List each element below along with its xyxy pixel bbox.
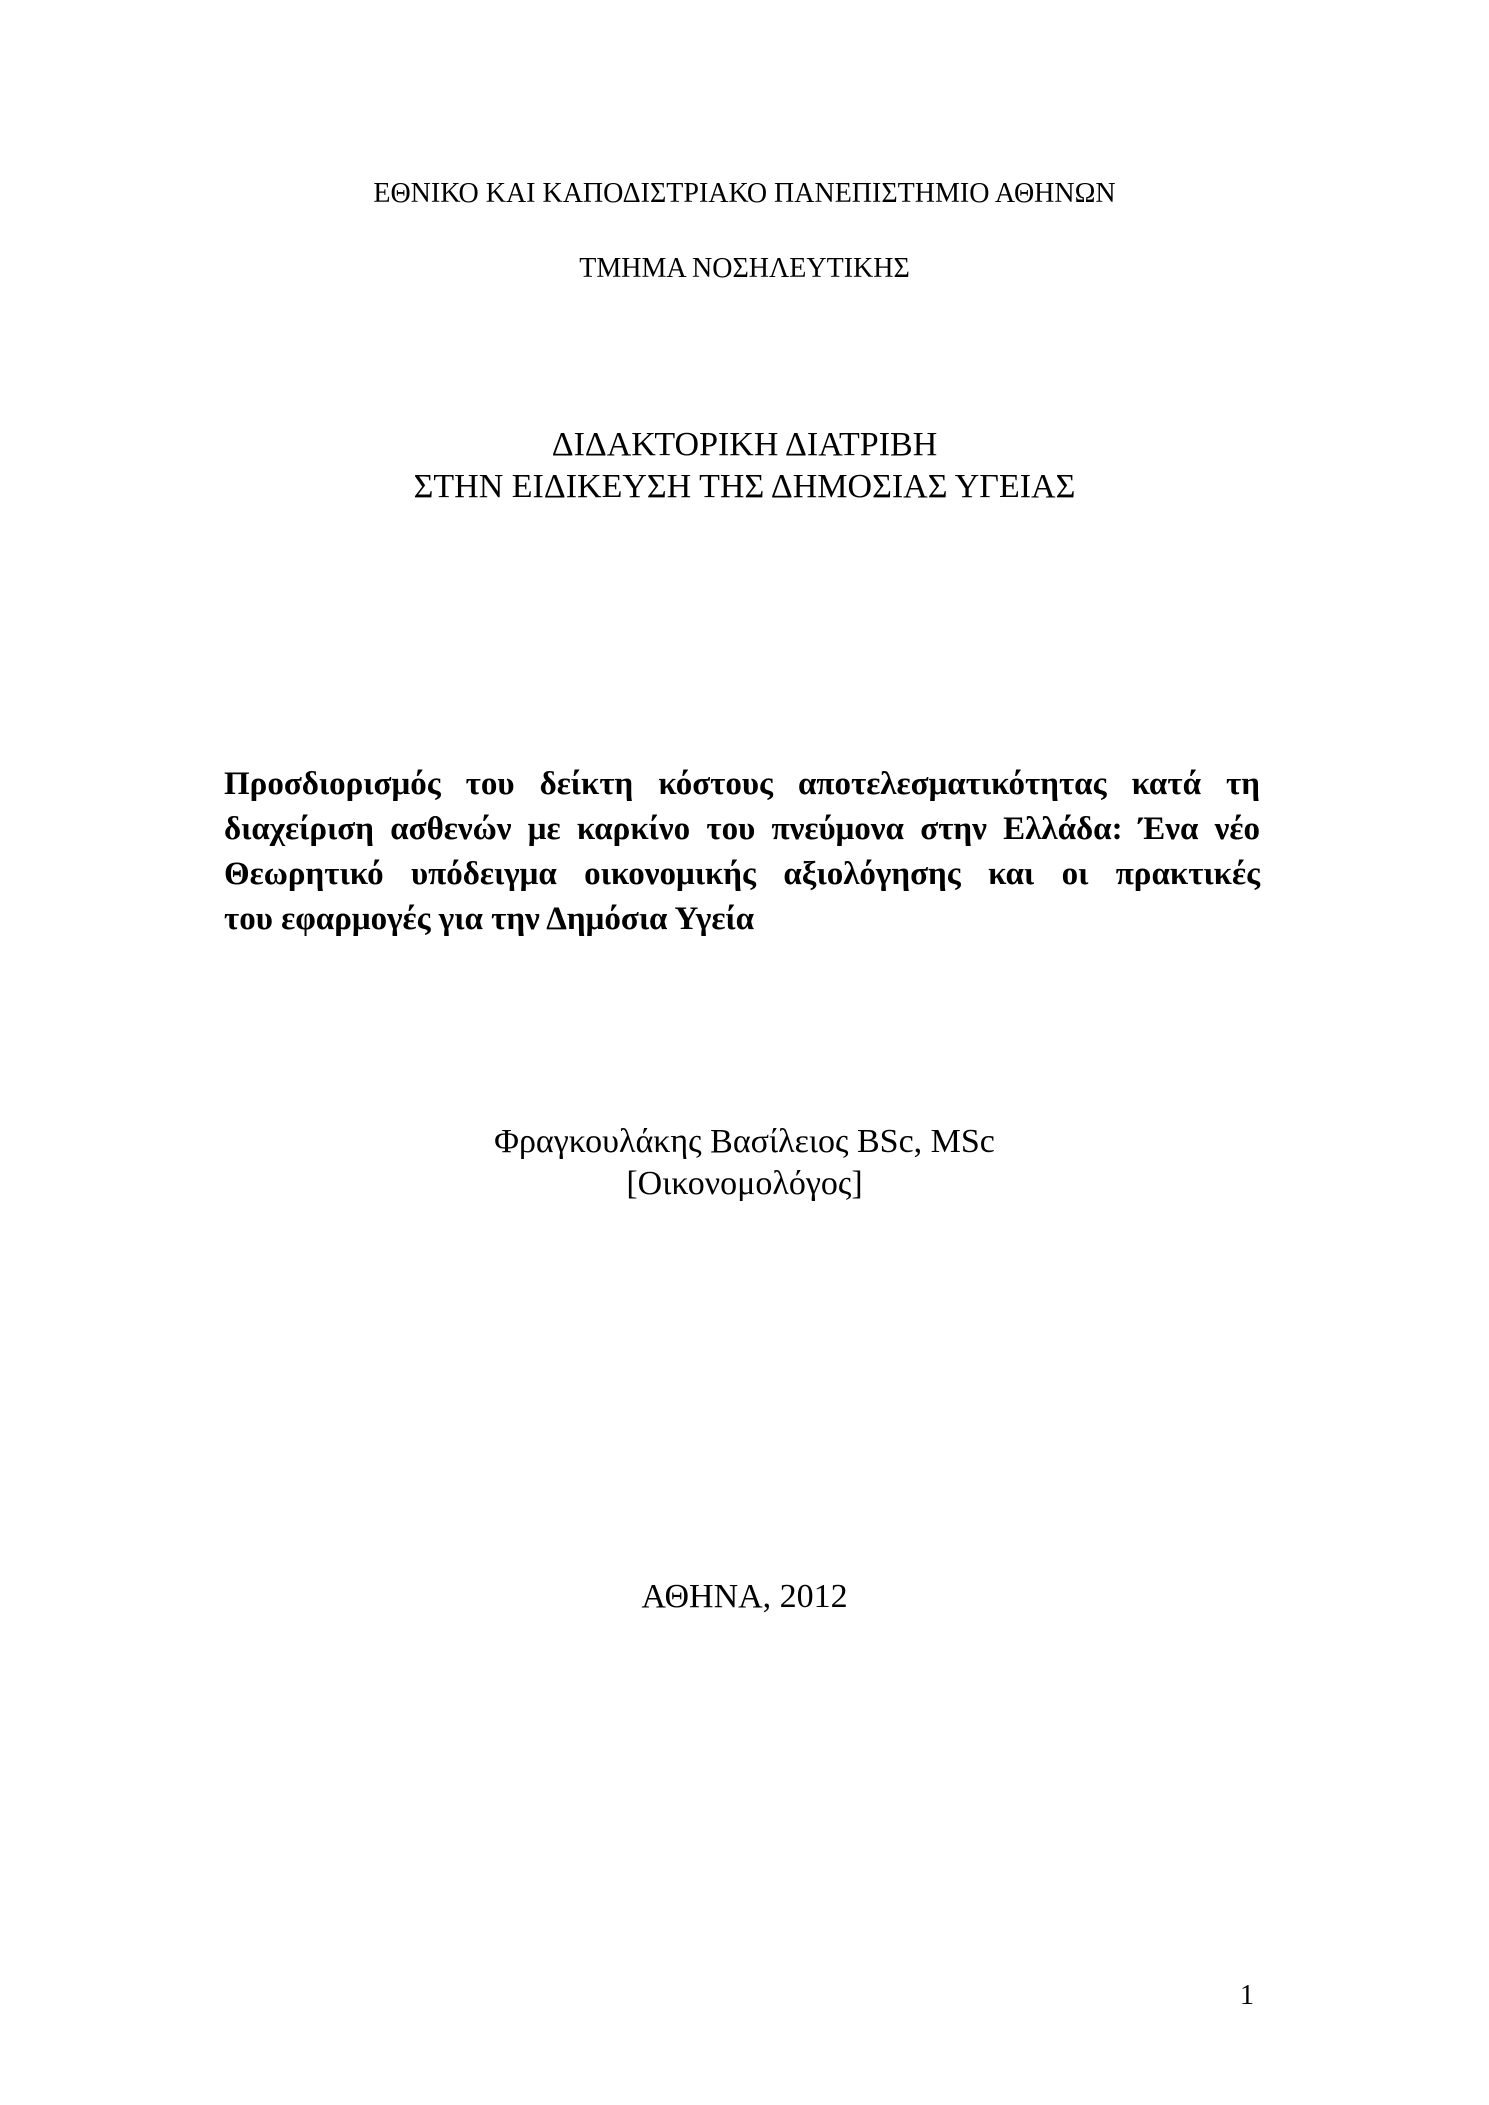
thesis-title-line: του εφαρμογές για την Δημόσια Υγεία bbox=[224, 901, 755, 937]
place-and-year: ΑΘΗΝΑ, 2012 bbox=[641, 1578, 848, 1615]
thesis-title-line: Θεωρητικό υπόδειγμα οικονομικής αξιολόγησης και οι πρακτικές bbox=[224, 856, 1260, 892]
thesis-type: ΔΙΔΑΚΤΟΡΙΚΗ ΔΙΑΤΡΙΒΗ bbox=[551, 426, 938, 463]
thesis-specialization: ΣΤΗΝ ΕΙΔΙΚΕΥΣΗ ΤΗΣ ΔΗΜΟΣΙΑΣ ΥΓΕΙΑΣ bbox=[413, 468, 1076, 505]
author-name: Φραγκουλάκης Βασίλειος BSc, MSc bbox=[494, 1123, 995, 1160]
thesis-title-line: διαχείριση ασθενών με καρκίνο του πνεύμονα στην Ελλάδα: Ένα νέο bbox=[224, 811, 1260, 847]
thesis-title-line: Προσδιορισμός του δείκτη κόστους αποτελεσματικότητας κατά τη bbox=[224, 766, 1260, 802]
thesis-title bbox=[224, 762, 1260, 942]
department-name: ΤΜΗΜΑ ΝΟΣΗΛΕΥΤΙΚΗΣ bbox=[579, 253, 910, 284]
university-name: ΕΘΝΙΚΟ ΚΑΙ ΚΑΠΟΔΙΣΤΡΙΑΚΟ ΠΑΝΕΠΙΣΤΗΜΙΟ ΑΘΗΝΩΝ bbox=[373, 178, 1116, 209]
author-profession: [Οικονομολόγος] bbox=[626, 1165, 863, 1202]
page-number: 1 bbox=[1240, 1980, 1254, 2011]
